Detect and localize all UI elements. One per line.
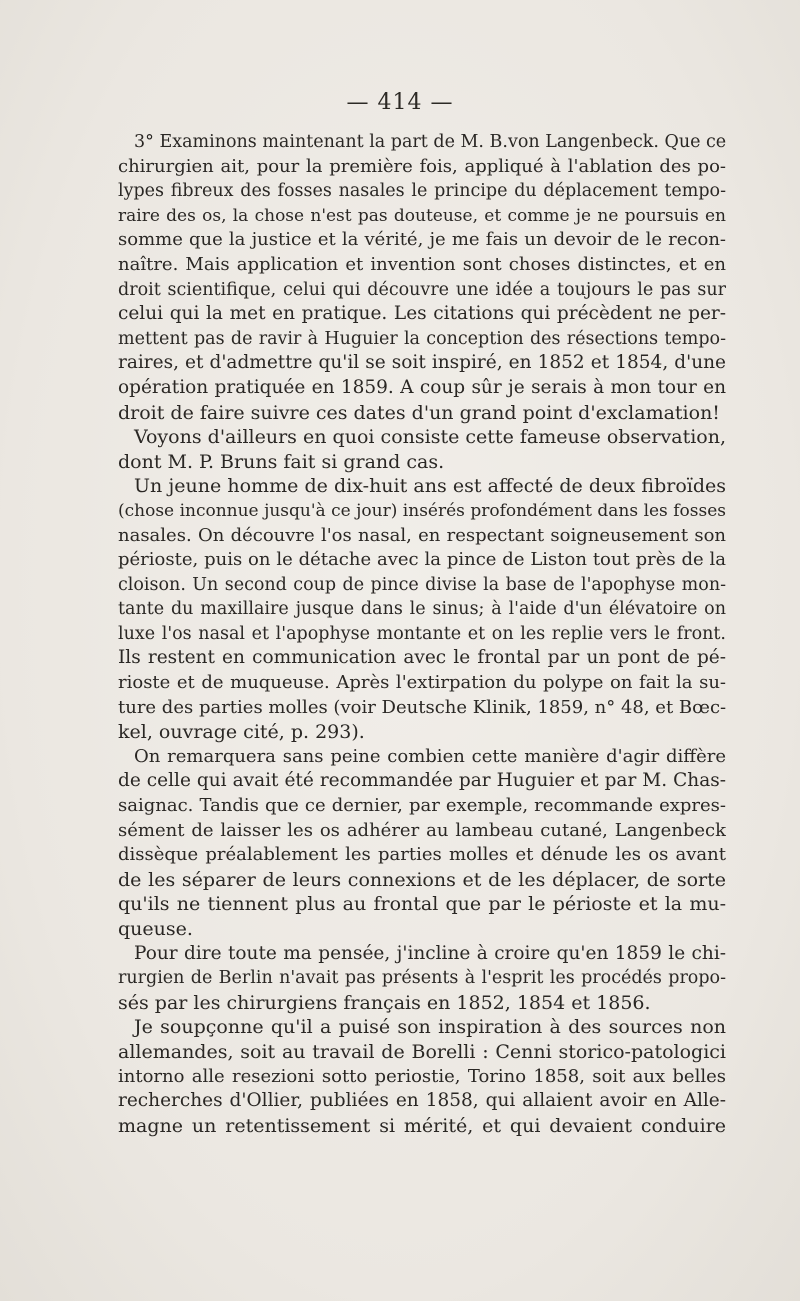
text-line: nasales. On découvre l'os nasal, en respectant soigneusement son xyxy=(118,524,726,546)
text-line: somme que la justice et la vérité, je me fais un devoir de le recon- xyxy=(118,229,726,251)
text-line: dissèque préalablement les parties molles et dénude les os avant xyxy=(118,844,726,866)
text-line: naître. Mais application et invention sont choses distinctes, et en xyxy=(118,253,726,275)
text-line: de celle qui avait été recommandée par Huguier et par M. Chas- xyxy=(118,770,726,792)
text-line: saignac. Tandis que ce dernier, par exemple, recommande expres- xyxy=(118,795,726,817)
text-line: rurgien de Berlin n'avait pas présents à l'esprit les procédés propo- xyxy=(118,968,726,989)
text-line: ture des parties molles (voir Deutsche Klinik, 1859, n° 48, et Bœc- xyxy=(118,696,726,718)
text-line: sément de laisser les os adhérer au lambeau cutané, Langenbeck xyxy=(118,819,726,841)
text-line: magne un retentissement si mérité, et qui devaient conduire xyxy=(118,1114,726,1137)
text-line: qu'ils ne tiennent plus au frontal que par le périoste et la mu- xyxy=(118,893,726,916)
text-line: queuse. xyxy=(118,918,193,940)
text-line: allemandes, soit au travail de Borelli : Cenni storico-patologici xyxy=(118,1040,726,1063)
text-line: opération pratiquée en 1859. A coup sûr je serais à mon tour en xyxy=(118,376,726,398)
text-line: droit scientifique, celui qui découvre une idée a toujours le pas sur xyxy=(118,279,726,300)
text-line: Voyons d'ailleurs en quoi consiste cette fameuse observation, xyxy=(134,426,726,449)
text-line: tante du maxillaire jusque dans le sinus; à l'aide d'un élévatoire on xyxy=(118,599,726,620)
text-line: Je soupçonne qu'il a puisé son inspiration à des sources non xyxy=(134,1016,726,1039)
text-line: (chose inconnue jusqu'à ce jour) insérés profondément dans les fosses xyxy=(118,500,726,521)
text-line: On remarquera sans peine combien cette manière d'agir diffère xyxy=(134,745,726,767)
text-line: intorno alle resezioni sotto periostie, Torino 1858, soit aux belles xyxy=(118,1065,726,1087)
text-line: périoste, puis on le détache avec la pince de Liston tout près de la xyxy=(118,549,726,571)
text-line: luxe l'os nasal et l'apophyse montante et on les replie vers le front. xyxy=(118,623,726,644)
body-text xyxy=(118,130,726,1138)
text-line: mettent pas de ravir à Huguier la conception des résections tempo- xyxy=(118,328,726,349)
text-line: celui qui la met en pratique. Les citations qui précèdent ne per- xyxy=(118,303,726,325)
text-line: Ils restent en communication avec le frontal par un pont de pé- xyxy=(118,647,726,669)
text-line: droit de faire suivre ces dates d'un grand point d'exclamation! xyxy=(118,401,720,424)
text-line: rioste et de muqueuse. Après l'extirpation du polype on fait la su- xyxy=(118,672,726,694)
text-line: Un jeune homme de dix-huit ans est affecté de deux fibroïdes xyxy=(134,475,726,498)
text-line: sés par les chirurgiens français en 1852, 1854 et 1856. xyxy=(118,991,651,1014)
text-line: kel, ouvrage cité, p. 293). xyxy=(118,721,365,744)
text-line: de les séparer de leurs connexions et de les déplacer, de sorte xyxy=(118,868,726,891)
page-number: — 414 — xyxy=(346,90,454,115)
text-line: lypes fibreux des fosses nasales le principe du déplacement tempo- xyxy=(118,181,726,202)
text-line: raire des os, la chose n'est pas douteuse, et comme je ne poursuis en xyxy=(118,205,726,226)
text-line: raires, et d'admettre qu'il se soit inspiré, en 1852 et 1854, d'une xyxy=(118,352,726,374)
text-line: 3° Examinons maintenant la part de M. B.von Langenbeck. Que ce xyxy=(134,132,726,152)
text-line: chirurgien ait, pour la première fois, appliqué à l'ablation des po- xyxy=(118,155,726,177)
text-line: Pour dire toute ma pensée, j'incline à croire qu'en 1859 le chi- xyxy=(134,942,726,964)
text-line: cloison. Un second coup de pince divise la base de l'apophyse mon- xyxy=(118,574,726,595)
text-line: recherches d'Ollier, publiées en 1858, qui allaient avoir en Alle- xyxy=(118,1090,726,1112)
text-line: dont M. P. Bruns fait si grand cas. xyxy=(118,450,445,473)
